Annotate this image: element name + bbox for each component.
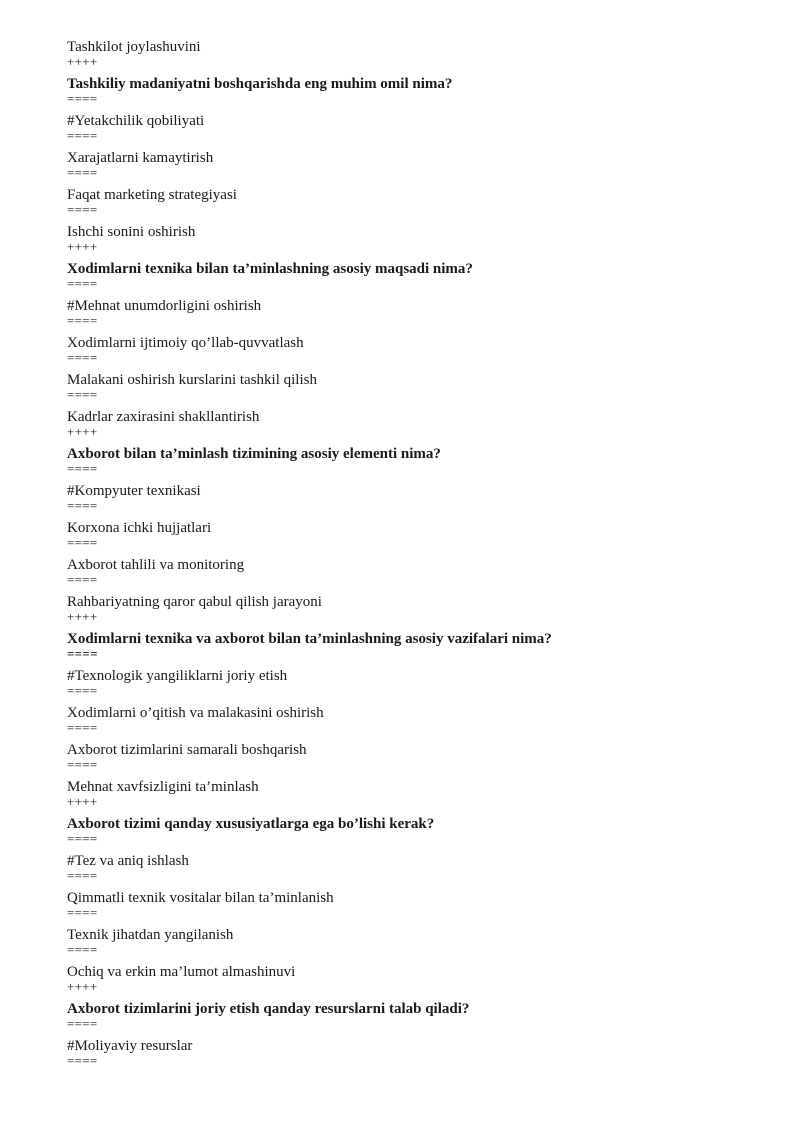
option-separator: ==== [67,904,98,920]
answer-option: Xodimlarni ijtimoiy qo’llab-quvvatlash [67,335,304,351]
option-separator: ==== [67,941,98,957]
answer-option: Xodimlarni o’qitish va malakasini oshirish [67,705,324,721]
option-separator: ==== [67,1015,98,1031]
correct-answer-option: #Texnologik yangiliklarni joriy etish [67,668,288,684]
option-separator: ==== [67,719,98,735]
answer-option: Ishchi sonini oshirish [67,224,196,240]
option-separator: ==== [67,867,98,883]
question-text: Axborot bilan ta’minlash tizimining asosiy elementi nima? [67,446,441,462]
correct-answer-option: #Moliyaviy resurslar [67,1038,193,1054]
option-separator: ==== [67,756,98,772]
option-separator: ==== [67,90,98,106]
answer-option: Axborot tahlili va monitoring [67,557,245,573]
question-text: Axborot tizimlarini joriy etish qanday resurslarni talab qiladi? [67,1001,470,1017]
question-text: Tashkiliy madaniyatni boshqarishda eng muhim omil nima? [67,76,453,92]
question-separator: ++++ [67,53,98,69]
option-separator: ==== [67,1052,98,1068]
answer-option: Rahbariyatning qaror qabul qilish jarayoni [67,594,322,610]
option-separator: ==== [67,497,98,513]
answer-option: Faqat marketing strategiyasi [67,187,237,203]
document-body [67,38,767,1074]
question-separator: ++++ [67,793,98,809]
option-separator: ==== [67,830,98,846]
question-text: Xodimlarni texnika bilan ta’minlashning asosiy maqsadi nima? [67,261,473,277]
question-separator: ++++ [67,423,98,439]
correct-answer-option: #Yetakchilik qobiliyati [67,113,205,129]
answer-option: Axborot tizimlarini samarali boshqarish [67,742,307,758]
option-separator: ==== [67,201,98,217]
option-separator: ==== [67,312,98,328]
correct-answer-option: #Tez va aniq ishlash [67,853,189,869]
option-separator: ==== [67,645,98,661]
answer-option: Texnik jihatdan yangilanish [67,927,234,943]
option-separator: ==== [67,386,98,402]
answer-option: Tashkilot joylashuvini [67,39,201,55]
question-text: Axborot tizimi qanday xususiyatlarga ega bo’lishi kerak? [67,816,435,832]
correct-answer-option: #Kompyuter texnikasi [67,483,201,499]
question-separator: ++++ [67,608,98,624]
answer-option: Qimmatli texnik vositalar bilan ta’minlanish [67,890,334,906]
answer-option: Mehnat xavfsizligini ta’minlash [67,779,259,795]
question-separator: ++++ [67,978,98,994]
option-separator: ==== [67,682,98,698]
answer-option: Kadrlar zaxirasini shakllantirish [67,409,260,425]
answer-option: Korxona ichki hujjatlari [67,520,212,536]
option-separator: ==== [67,275,98,291]
answer-option: Malakani oshirish kurslarini tashkil qilish [67,372,317,388]
answer-option: Xarajatlarni kamaytirish [67,150,214,166]
option-separator: ==== [67,534,98,550]
question-text: Xodimlarni texnika va axborot bilan ta’minlashning asosiy vazifalari nima? [67,631,552,647]
question-separator: ++++ [67,238,98,254]
correct-answer-option: #Mehnat unumdorligini oshirish [67,298,262,314]
option-separator: ==== [67,164,98,180]
option-separator: ==== [67,571,98,587]
option-separator: ==== [67,349,98,365]
option-separator: ==== [67,127,98,143]
option-separator: ==== [67,460,98,476]
answer-option: Ochiq va erkin ma’lumot almashinuvi [67,964,296,980]
